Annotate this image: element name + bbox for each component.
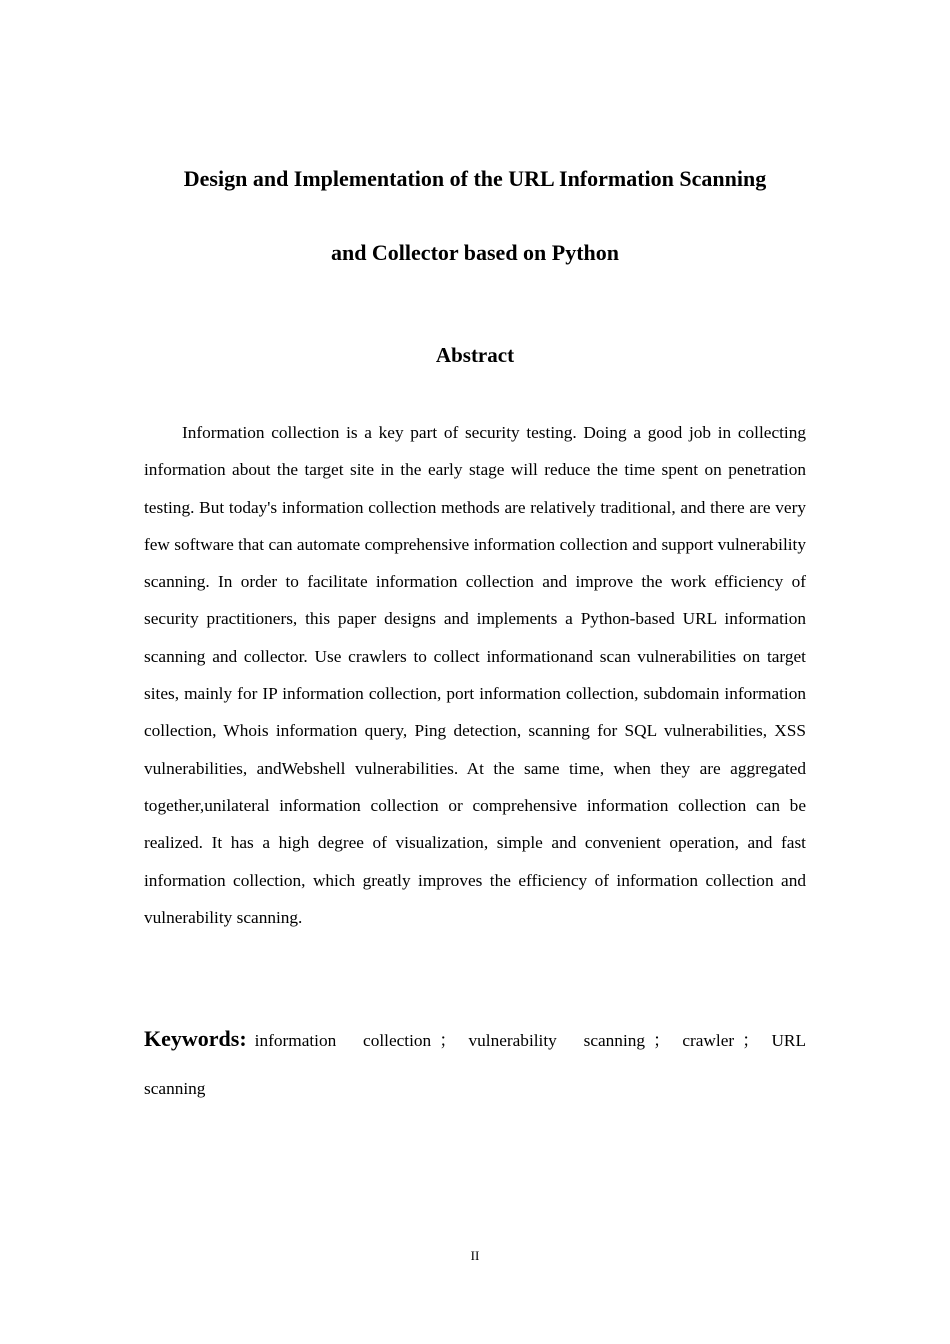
abstract-heading: Abstract	[435, 343, 515, 367]
page-number: II	[470, 1248, 480, 1263]
keyword-item: URL scanning	[144, 1031, 806, 1098]
keywords-line	[144, 1015, 806, 1113]
document-title-line-2: and Collector based on Python	[330, 240, 620, 265]
document-title-line-1: Design and Implementation of the URL Information Scanning	[183, 166, 767, 191]
keyword-item: crawler	[682, 1031, 735, 1050]
abstract-body: Information collection is a key part of security testing. Doing a good job in collecting information about the target site in the early stage will reduce the time spent on penetration testing. But today's information collection methods are relatively traditional, and there are very few software that can automate comprehensive information collection and support vulnerability scanning. In order to facilitate information collection and improve the work efficiency of security practitioners, this paper designs and implements a Python-based URL information scanning and collector. Use crawlers to collect informationand scan vulnerabilities on target sites, mainly for IP information collection, port information collection, subdomain information collection, Whois information query, Ping detection, scanning for SQL vulnerabilities, XSS vulnerabilities, andWebshell vulnerabilities. At the same time, when they are aggregated together,unilateral information collection or comprehensive information collection can be realized. It has a high degree of visualization, simple and convenient operation, and fast information collection, which greatly improves the efficiency of information collection and vulnerability scanning.	[144, 423, 806, 927]
keyword-item: information collection	[254, 1031, 432, 1050]
keyword-item: vulnerability scanning	[468, 1031, 646, 1050]
keyword-separator: ；	[742, 1031, 760, 1050]
keyword-separator: ；	[439, 1031, 457, 1050]
keywords-label: Keywords:	[144, 1026, 247, 1051]
keyword-separator: ；	[653, 1031, 671, 1050]
